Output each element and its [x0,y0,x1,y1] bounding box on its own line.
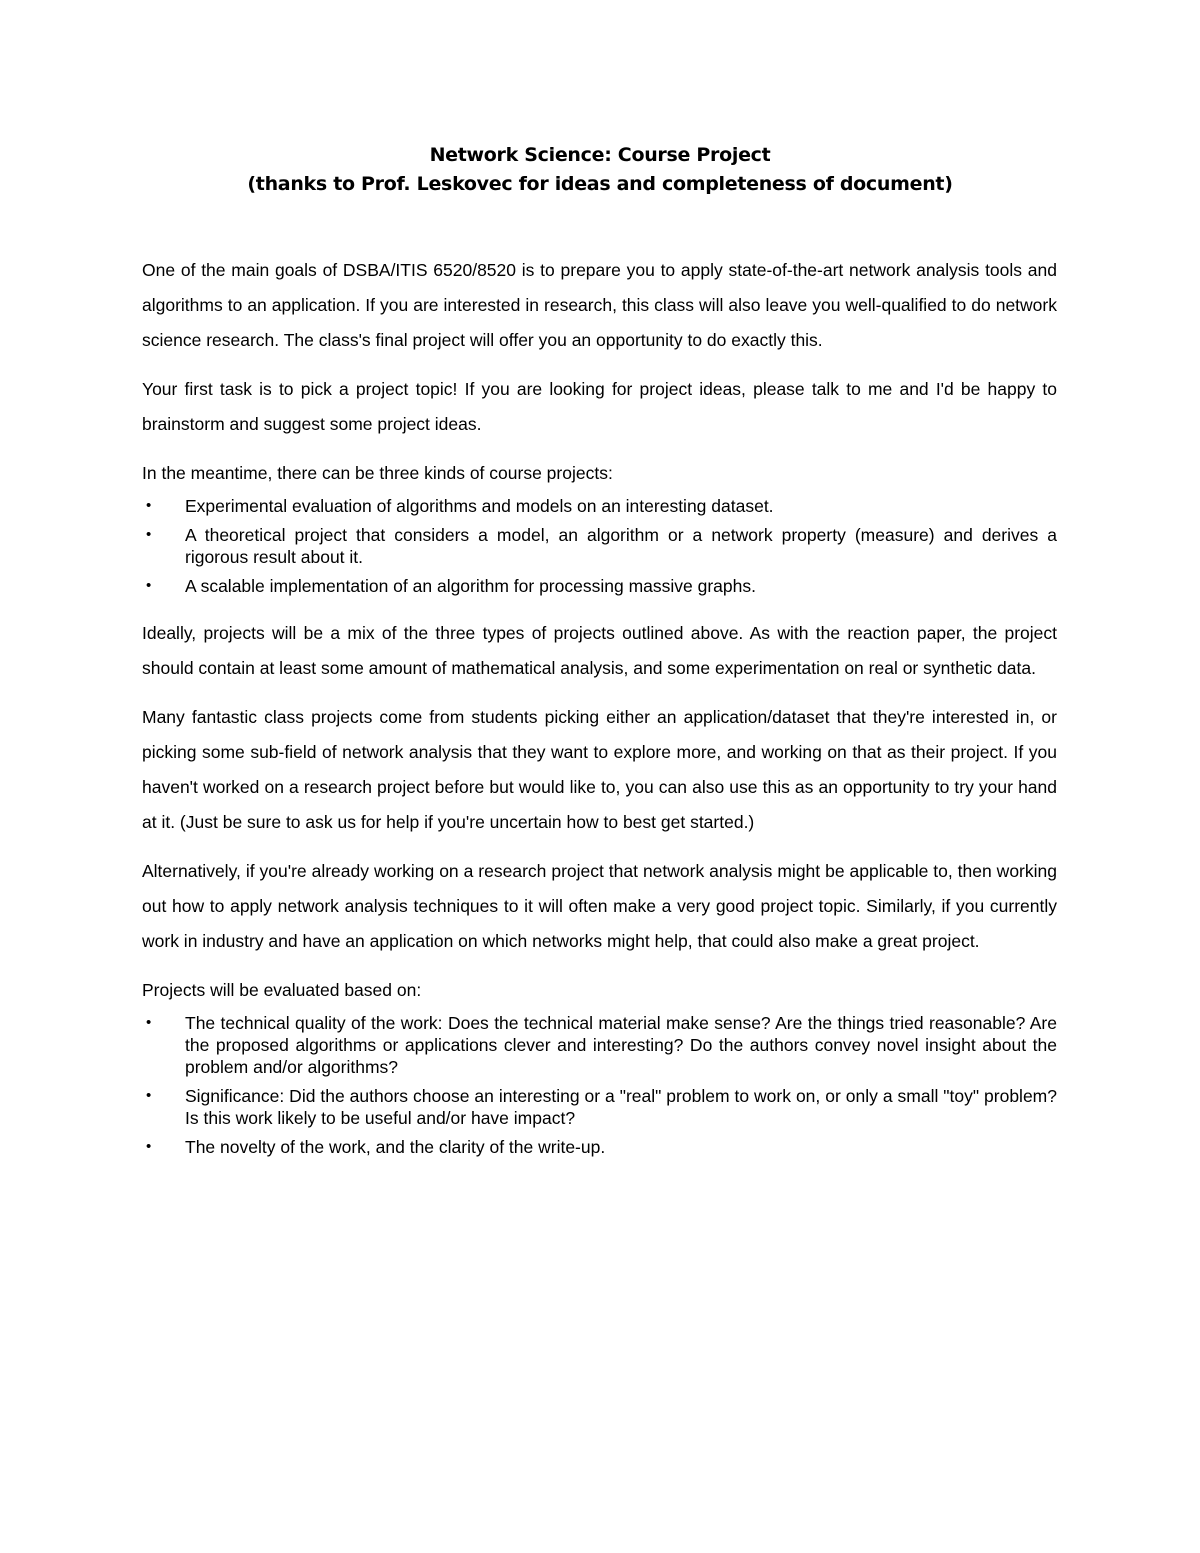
bullet-icon: • [146,1138,152,1155]
project-kinds-intro: In the meantime, there can be three kinds of course projects: [142,463,613,483]
ideally-paragraph: Ideally, projects will be a mix of the three types of projects outlined above. As with the reaction paper, the project should contain at least some amount of mathematical analysis, and some experimentation on real or synthetic data. [142,623,1057,678]
list-item [142,1085,1057,1129]
document-body [142,253,1057,1165]
list-item-text: Significance: Did the authors choose an interesting or a "real" problem to work on, or only a small "toy" problem? Is this work likely to be useful and/or have impact? [185,1086,1057,1128]
alternatively-paragraph: Alternatively, if you're already working on a research project that network analysis might be applicable to, then working out how to apply network analysis techniques to it will often make a very good project topic. Similarly, if you currently work in industry and have an application on which networks might help, that could also make a great project. [142,861,1057,951]
bullet-icon: • [146,497,152,514]
bullet-icon: • [146,1087,152,1104]
bullet-icon: • [146,526,152,543]
list-item-text: A scalable implementation of an algorithm for processing massive graphs. [185,576,756,596]
intro-paragraph: One of the main goals of DSBA/ITIS 6520/8520 is to prepare you to apply state-of-the-art network analysis tools and algorithms to an application. If you are interested in research, this class will also leave you well-qualified to do network science research. The class's final project will offer you an opportunity to do exactly this. [142,260,1057,350]
list-item [142,575,1057,597]
project-kinds-list [142,495,1057,597]
list-item-text: The technical quality of the work: Does the technical material make sense? Are the things tried reasonable? Are the proposed algorithms or applications clever and interesting? Do the authors convey novel insight about the problem and/or algorithms? [185,1013,1057,1077]
list-item [142,1136,1057,1158]
list-item-text: Experimental evaluation of algorithms and models on an interesting dataset. [185,496,774,516]
class-projects-paragraph: Many fantastic class projects come from students picking either an application/dataset that they're interested in, or picking some sub-field of network analysis that they want to explore more, and working on that as their project. If you haven't worked on a research project before but would like to, you can also use this as an opportunity to try your hand at it. (Just be sure to ask us for help if you're uncertain how to best get started.) [142,707,1057,832]
bullet-icon: • [146,1014,152,1031]
document-subtitle: (thanks to Prof. Leskovec for ideas and completeness of document) [247,173,953,195]
first-task-paragraph: Your first task is to pick a project topic! If you are looking for project ideas, please talk to me and I'd be happy to brainstorm and suggest some project ideas. [142,379,1057,434]
evaluation-intro: Projects will be evaluated based on: [142,980,422,1000]
bullet-icon: • [146,577,152,594]
list-item [142,495,1057,517]
evaluation-criteria-list [142,1012,1057,1158]
list-item-text: The novelty of the work, and the clarity of the write-up. [185,1137,606,1157]
document-header [0,141,1200,199]
document-title: Network Science: Course Project [429,144,771,166]
list-item [142,524,1057,568]
list-item [142,1012,1057,1078]
list-item-text: A theoretical project that considers a model, an algorithm or a network property (measure) and derives a rigorous result about it. [185,525,1057,567]
